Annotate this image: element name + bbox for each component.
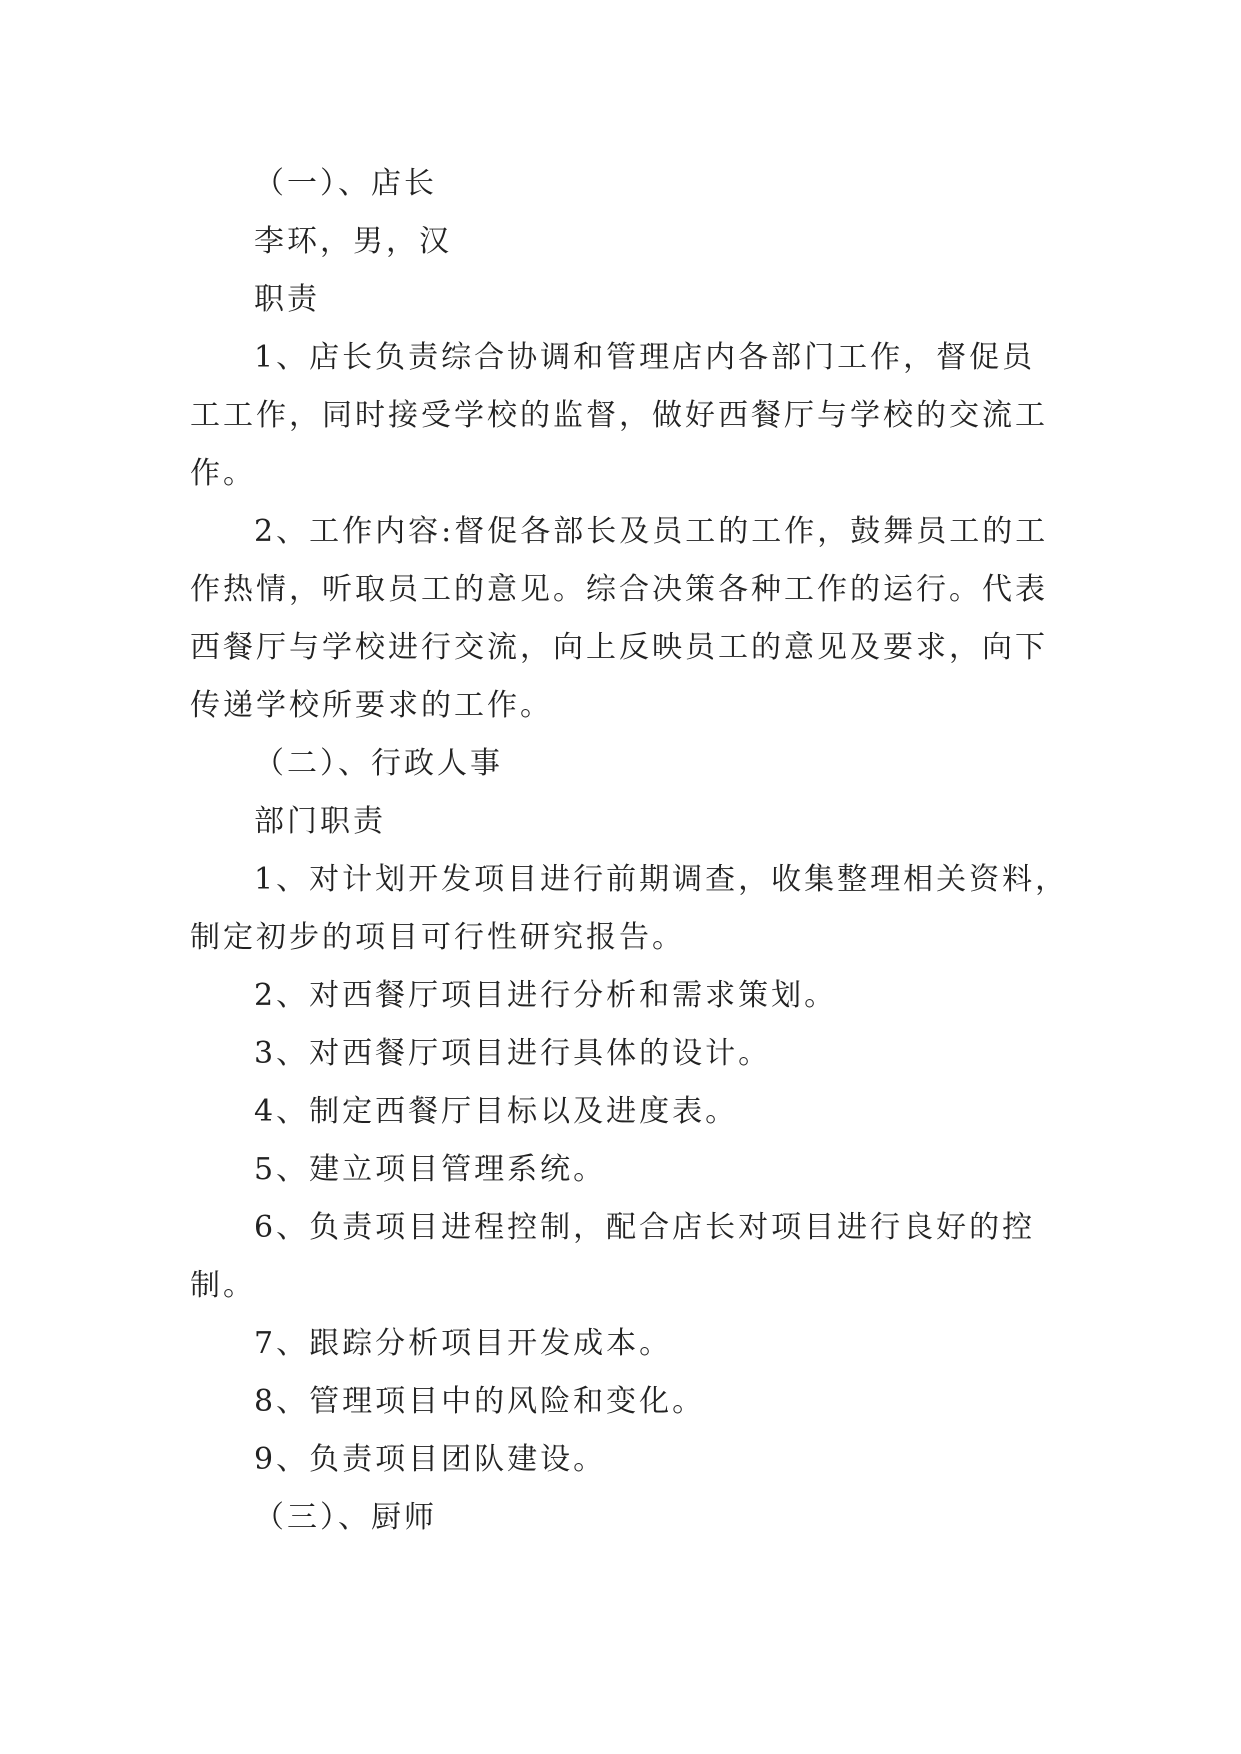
list-item-continuation: 制定初步的项目可行性研究报告。: [190, 920, 685, 955]
list-item: 5、建立项目管理系统。: [254, 1152, 607, 1187]
list-item: 9、负责项目团队建设。: [254, 1442, 607, 1477]
list-item: 6、负责项目进程控制，配合店长对项目进行良好的控: [254, 1210, 1036, 1245]
subheading-duties: 职责: [254, 282, 320, 317]
document-body: [190, 155, 1069, 1547]
paragraph-line: 传递学校所要求的工作。: [190, 688, 553, 723]
section-heading-chef: （三）、厨师: [254, 1500, 437, 1535]
paragraph-line: 西餐厅与学校进行交流，向上反映员工的意见及要求，向下: [190, 630, 1048, 665]
paragraph-line: 工工作，同时接受学校的监督，做好西餐厅与学校的交流工: [190, 398, 1048, 433]
list-item: 8、管理项目中的风险和变化。: [254, 1384, 706, 1419]
list-item: 1、对计划开发项目进行前期调查，收集整理相关资料，: [254, 862, 1069, 897]
list-item: 7、跟踪分析项目开发成本。: [254, 1326, 673, 1361]
section-heading-admin-hr: （二）、行政人事: [254, 746, 503, 781]
list-item: 4、制定西餐厅目标以及进度表。: [254, 1094, 739, 1129]
paragraph-line: 2、工作内容:督促各部长及员工的工作，鼓舞员工的工: [254, 514, 1049, 549]
person-info: 李环，男，汉: [254, 224, 452, 259]
list-item-continuation: 制。: [190, 1268, 256, 1303]
section-heading-store-manager: （一）、店长: [254, 166, 437, 201]
paragraph-line: 作热情，听取员工的意见。综合决策各种工作的运行。代表: [190, 572, 1048, 607]
paragraph-line: 作。: [190, 456, 256, 491]
paragraph-line: 1、店长负责综合协调和管理店内各部门工作，督促员: [254, 340, 1036, 375]
subheading-department-duties: 部门职责: [254, 804, 386, 839]
list-item: 3、对西餐厅项目进行具体的设计。: [254, 1036, 772, 1071]
list-item: 2、对西餐厅项目进行分析和需求策划。: [254, 978, 838, 1013]
